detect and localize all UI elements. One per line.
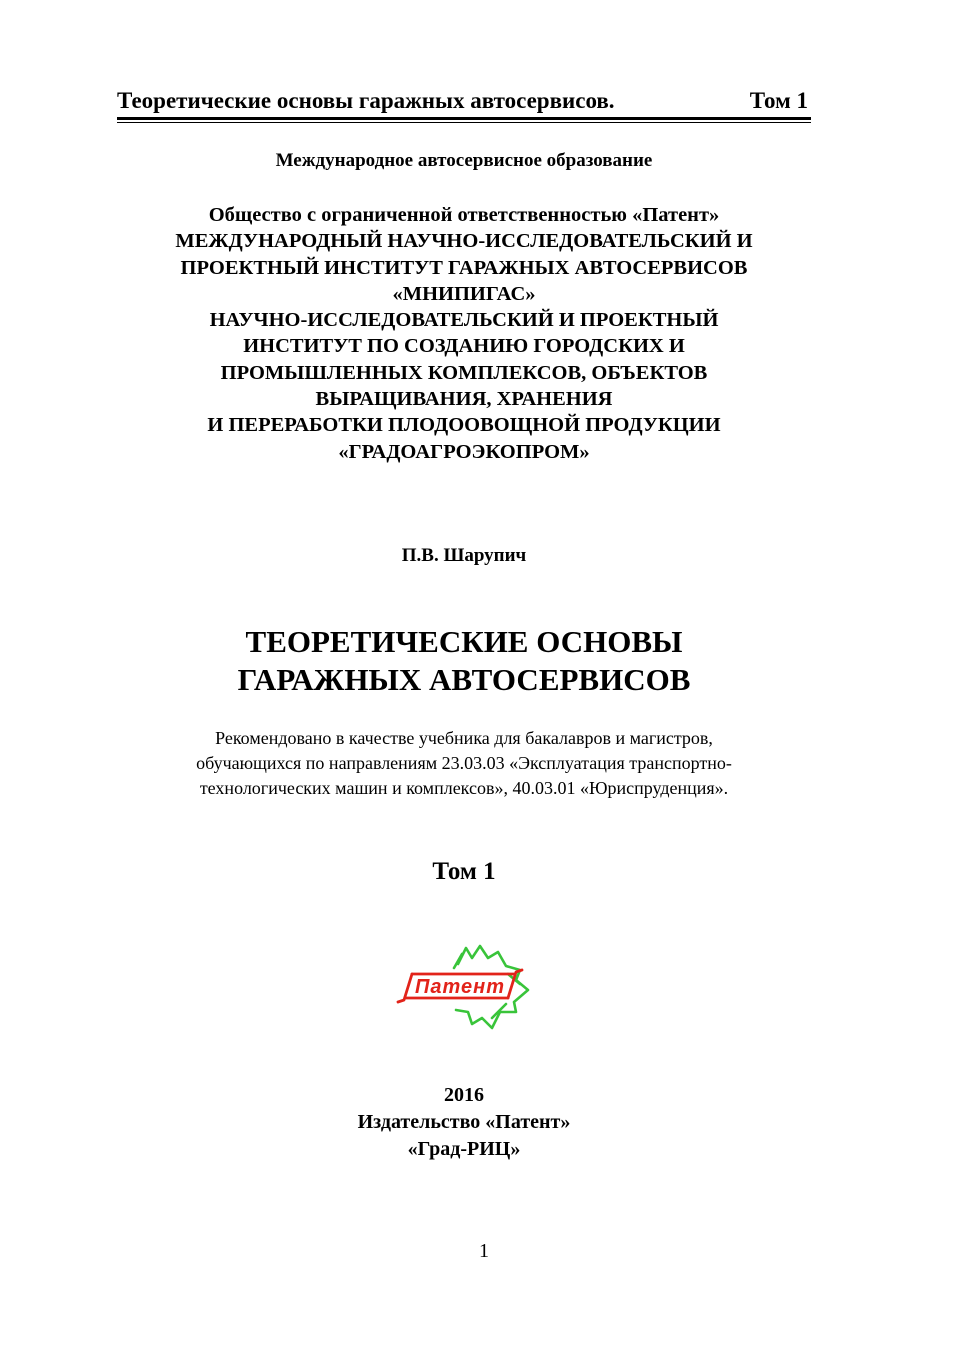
education-line: Международное автосервисное образование (275, 150, 653, 171)
org-line: ПРОЕКТНЫЙ ИНСТИТУТ ГАРАЖНЫХ АВТОСЕРВИСОВ (180, 256, 748, 279)
org-line: НАУЧНО-ИССЛЕДОВАТЕЛЬСКИЙ И ПРОЕКТНЫЙ (209, 309, 719, 332)
recommendation-line: Рекомендовано в качестве учебника для бакалавров и магистров, (215, 728, 713, 748)
book-title-line: ТЕОРЕТИЧЕСКИЕ ОСНОВЫ (245, 624, 683, 659)
org-line: МЕЖДУНАРОДНЫЙ НАУЧНО-ИССЛЕДОВАТЕЛЬСКИЙ И (175, 230, 753, 253)
author: П.В. Шарупич (401, 545, 527, 566)
header-rule-thin (117, 122, 811, 123)
org-line: ИНСТИТУТ ПО СОЗДАНИЮ ГОРОДСКИХ И (243, 335, 685, 358)
organizations-block (117, 202, 811, 465)
org-line: И ПЕРЕРАБОТКИ ПЛОДООВОЩНОЙ ПРОДУКЦИИ (207, 414, 721, 437)
publication-block (117, 1082, 811, 1163)
org-line: «ГРАДОАГРОЭКОПРОМ» (338, 440, 590, 463)
publisher-name: Издательство «Патент» (357, 1111, 571, 1133)
header-rule-thick (117, 117, 811, 120)
running-volume: Том 1 (749, 88, 808, 113)
publisher-imprint: «Град-РИЦ» (407, 1138, 521, 1160)
recommendation (117, 726, 811, 801)
book-title (117, 623, 811, 699)
org-line: ВЫРАЩИВАНИЯ, ХРАНЕНИЯ (315, 388, 613, 411)
volume-label: Том 1 (432, 858, 496, 885)
publisher-logo (396, 940, 532, 1032)
recommendation-line: обучающихся по направлениям 23.03.03 «Эксплуатация транспортно- (196, 753, 732, 773)
org-line: «МНИПИГАС» (392, 282, 536, 305)
recommendation-line: технологических машин и комплексов», 40.03.01 «Юриспруденция». (199, 778, 729, 798)
org-line: ПРОМЫШЛЕННЫХ КОМПЛЕКСОВ, ОБЪЕКТОВ (220, 361, 708, 384)
running-title: Теоретические основы гаражных автосервисов. (117, 88, 615, 113)
running-header (117, 86, 811, 116)
publication-year: 2016 (444, 1084, 484, 1106)
logo-text: Патент (414, 976, 506, 998)
org-line: Общество с ограниченной ответственностью «Патент» (208, 204, 720, 226)
page-number: 1 (479, 1240, 489, 1262)
book-title-line: ГАРАЖНЫХ АВТОСЕРВИСОВ (237, 662, 691, 697)
